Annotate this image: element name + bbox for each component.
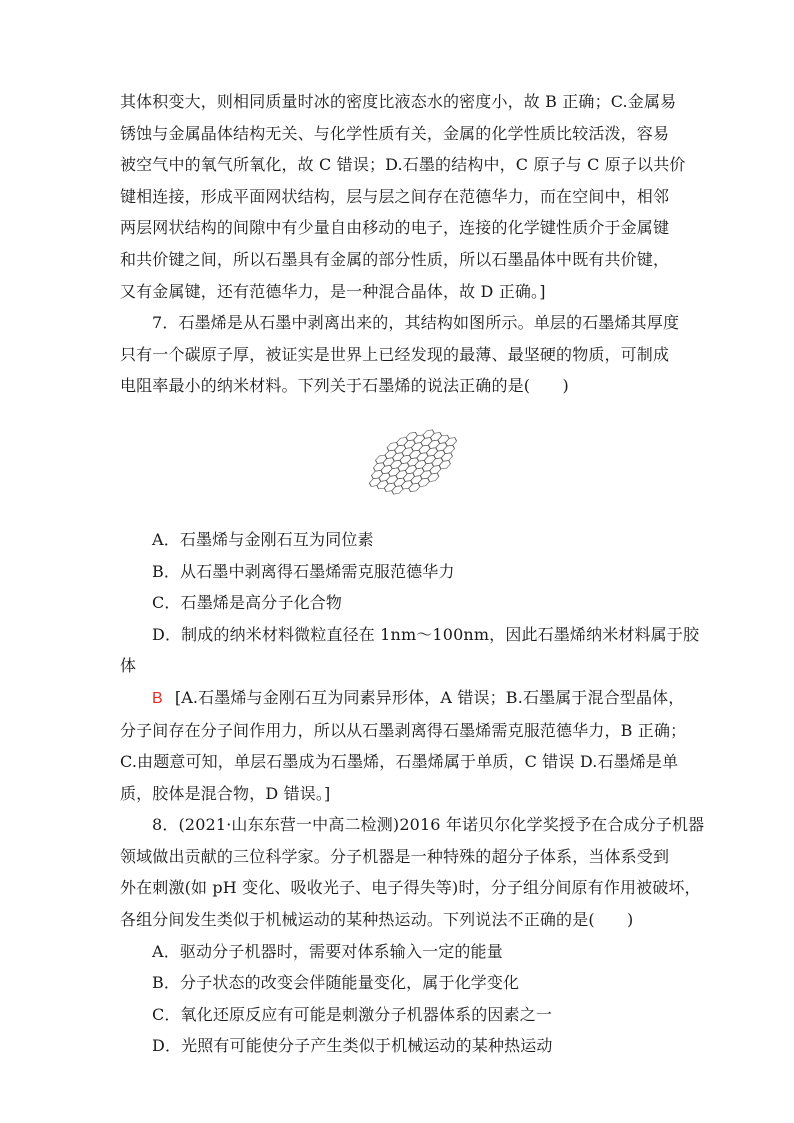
graphene-lattice-icon <box>358 414 468 510</box>
text-line: 其体积变大，则相同质量时冰的密度比液态水的密度小，故 B 正确；C.金属易 <box>120 92 677 111</box>
explanation-line: 质，胶体是混合物，D 错误。] <box>120 783 331 803</box>
text-line: 和共价键之间，所以石墨具有金属的部分性质，所以石墨晶体中既有共价键， <box>120 249 670 269</box>
question-8-option-d: D．光照有可能使分子产生类似于机械运动的某种热运动 <box>152 1036 553 1056</box>
hexagon-ring <box>429 464 442 476</box>
text-line: 锈蚀与金属晶体结构无关、与化学性质有关，金属的化学性质比较活泼，容易 <box>120 123 670 143</box>
graphene-figure <box>120 414 680 514</box>
explanation-line: 分子间存在分子间作用力，所以从石墨剥离得石墨烯需克服范德华力，B 正确； <box>120 720 687 740</box>
document-content <box>120 86 705 1062</box>
question-8-option-c: C．氧化还原反应有可能是刺激分子机器体系的因素之一 <box>152 1004 552 1024</box>
hexagon-ring <box>440 451 453 463</box>
explanation-line: C.由题意可知，单层石墨成为石墨烯，石墨烯属于单质，C 错误 D.石墨烯是单 <box>120 752 679 772</box>
explanation-text: [A.石墨烯与金刚石互为同素异形体，A 错误；B.石墨属于混合型晶体， <box>174 687 685 707</box>
question-7-option-b: B．从石墨中剥离得石墨烯需克服范德华力 <box>152 561 455 581</box>
question-8-option-a: A．驱动分子机器时，需要对体系输入一定的能量 <box>152 941 503 961</box>
hexagon-ring <box>408 481 421 493</box>
question-8-stem-line: 外在刺激(如 pH 变化、吸收光子、电子得失等)时，分子组分间原有作用被破坏， <box>120 878 701 898</box>
question-8-stem-line: 领域做出贡献的三位科学家。分子机器是一种特殊的超分子体系，当体系受到 <box>120 846 670 866</box>
text-line: 两层网状结构的间隙中有少量自由移动的电子，连接的化学键性质介于金属键 <box>120 218 670 238</box>
hexagon-ring <box>417 476 430 488</box>
question-7-stem-line: 电阻率最小的纳米材料。下列关于石墨烯的说法正确的是( ) <box>120 376 569 396</box>
text-line: 又有金属键，还有范德华力，是一种混合晶体，故 D 正确。] <box>120 281 546 301</box>
question-8-stem-line: 各组分间发生类似于机械运动的某种热运动。下列说法不正确的是( ) <box>120 910 634 930</box>
question-7-explanation <box>120 682 687 809</box>
question-7-option-d-continued: 体 <box>120 656 137 676</box>
question-7-option-d: D．制成的纳米材料微粒直径在 1nm～100nm，因此石墨烯纳米材料属于胶 <box>152 624 700 644</box>
hexagon-ring <box>444 436 457 448</box>
question-7-option-c: C．石墨烯是高分子化合物 <box>152 593 343 613</box>
explanation-line <box>120 682 685 715</box>
question-7-stem-line: 7．石墨烯是从石墨中剥离出来的，其结构如图所示。单层的石墨烯其厚度 <box>152 313 680 333</box>
previous-explanation <box>120 86 686 307</box>
question-8 <box>120 809 705 1062</box>
question-7-stem-line: 只有一个碳原子厚，被证实是世界上已经发现的最薄、最坚硬的物质，可制成 <box>120 344 670 364</box>
text-line: 被空气中的氧气所氧化，故 C 错误；D.石墨的结构中，C 原子与 C 原子以共价 <box>120 155 686 175</box>
question-8-stem-line: 8．(2021·山东东营一中高二检测)2016 年诺贝尔化学奖授予在合成分子机器 <box>152 815 705 835</box>
answer-label: B <box>152 689 163 707</box>
hexagon-ring <box>442 443 455 455</box>
hexagon-ring <box>391 484 404 496</box>
hexagon-ring <box>438 459 451 471</box>
text-line: 键相连接，形成平面网状结构，层与层之间存在范德华力，而在空间中，相邻 <box>120 186 670 206</box>
question-8-option-b: B．分子状态的改变会伴随能量变化，属于化学变化 <box>152 973 520 993</box>
question-7-option-a: A．石墨烯与金刚石互为同位素 <box>152 529 374 549</box>
hexagon-ring <box>427 471 440 483</box>
question-7 <box>120 307 700 809</box>
